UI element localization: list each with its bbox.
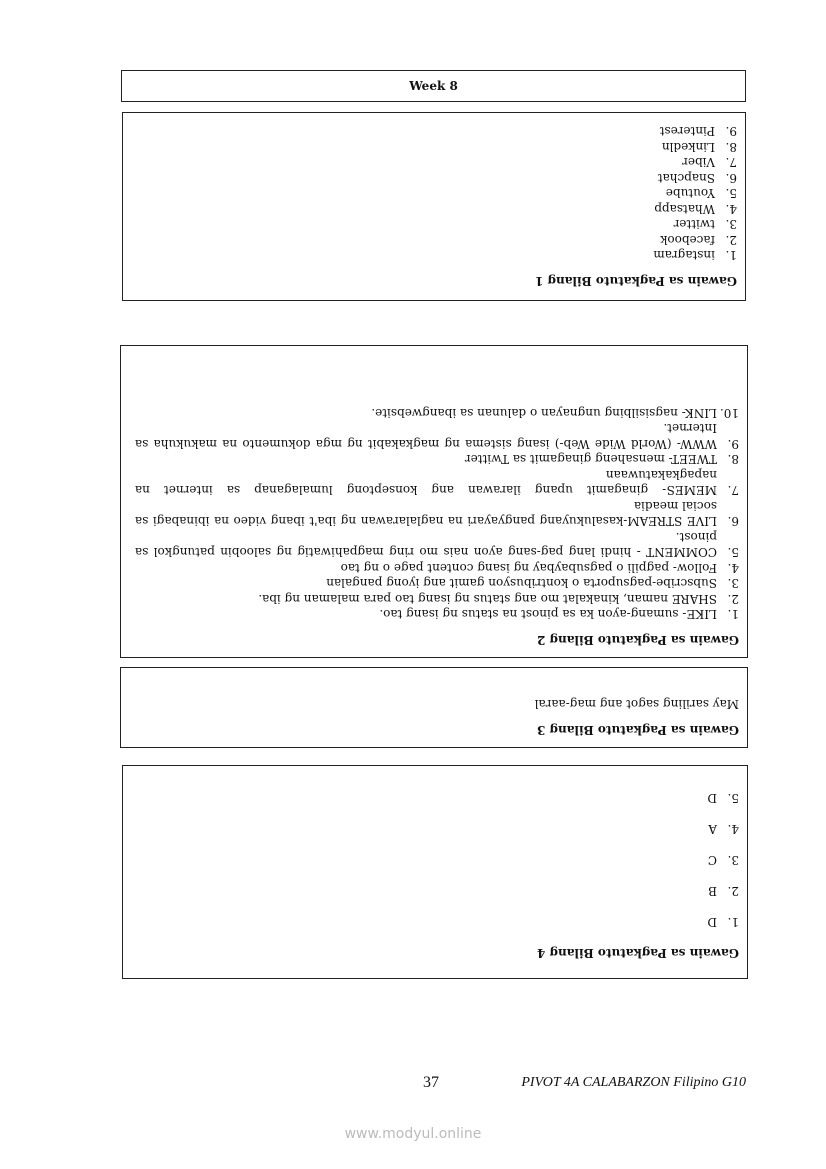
item-number: 6. [725, 171, 737, 185]
item-number: 3. [727, 576, 739, 591]
task4-heading: Gawain sa Pagkatuto Bilang 4 [537, 946, 739, 960]
item-number: 8. [725, 140, 737, 154]
list-item [135, 405, 739, 421]
item-text: B [708, 884, 717, 898]
item-text: Viber [682, 155, 715, 170]
task1-box [122, 112, 746, 301]
item-number: 3. [725, 217, 737, 232]
task2-box [120, 345, 748, 658]
item-text: COMMENT - hindi lang pag-sang ayon nais mo ring magpahiwatig ng saloobin patungkol sa pinost. [135, 530, 717, 560]
list-item [137, 782, 739, 813]
list-item [137, 813, 739, 844]
item-number: 4. [727, 561, 739, 575]
item-number: 9. [725, 124, 737, 139]
list-item [137, 906, 739, 937]
item-text: LIKE- sumang-ayon ka sa pinost na status ng isang tao. [379, 607, 717, 622]
item-number: 7. [725, 155, 737, 170]
task4-box [122, 765, 748, 979]
item-text: Snapchat [657, 171, 715, 185]
item-number: 5. [727, 545, 739, 560]
item-number: 8. [727, 452, 739, 467]
watermark: www.modyul.online [344, 1126, 482, 1142]
item-number: 3. [727, 853, 739, 867]
list-item [135, 498, 739, 529]
task2-list [135, 405, 739, 622]
item-text: facebook [660, 233, 715, 247]
list-item [135, 591, 739, 607]
item-number: 4. [725, 202, 737, 216]
list-item [137, 875, 739, 906]
item-text: WWW- (World Wide Web-) isang sistema ng magkakabit ng mga dokumento na makukuha sa Internet. [135, 421, 717, 451]
item-text: LIVE STREAM-kasalukuyang pangyayari na naglalarawan ng iba't ibang video na ibinabagi sa social meadia [135, 499, 717, 529]
task4-list [137, 782, 739, 937]
item-text: Linkedln [661, 140, 715, 154]
list-item [137, 201, 737, 217]
list-item [135, 467, 739, 498]
item-number: 9. [727, 437, 739, 451]
page-number: 37 [423, 1074, 439, 1091]
item-number: 1. [727, 915, 739, 929]
task2-heading: Gawain sa Pagkatuto Bilang 2 [537, 633, 739, 647]
item-text: D [707, 791, 717, 805]
list-item [137, 170, 737, 186]
item-number: 1. [727, 607, 739, 622]
list-item [135, 606, 739, 622]
task1-list [137, 123, 737, 263]
item-text: Pinterest [659, 124, 715, 139]
item-number: 7. [727, 483, 739, 498]
item-text: instagram [653, 248, 715, 263]
item-text: LINK- nagsisilbing ungnayan o dalunan sa ibangwebsite. [371, 406, 717, 420]
list-item [135, 529, 739, 560]
task3-text: May sariling sagot ang mag-aaral [534, 697, 739, 712]
list-item [137, 123, 737, 139]
list-item [137, 232, 737, 248]
item-text: Youtube [665, 186, 715, 201]
item-number: 1. [725, 248, 737, 263]
item-text: twitter [673, 217, 715, 232]
item-number: 5. [725, 186, 737, 201]
week-header: Week 8 [121, 70, 746, 102]
item-number: 2. [727, 592, 739, 606]
list-item [137, 139, 737, 155]
item-number: 2. [725, 233, 737, 247]
item-number: 10. [719, 406, 739, 420]
task3-box [120, 667, 748, 748]
item-number: 2. [727, 884, 739, 898]
list-item [137, 216, 737, 232]
item-text: MEMES- ginagamit upang ilarawan ang konseptong lumalaganap sa internet na napagkakatuwaan [135, 468, 717, 498]
list-item [135, 575, 739, 591]
item-text: Whatsapp [654, 202, 715, 216]
footer-title: PIVOT 4A CALABARZON Filipino G10 [521, 1075, 746, 1090]
item-text: Follow- pagpili o pagsubaybay ng isang content page o ng tao [340, 561, 717, 575]
list-item [137, 154, 737, 170]
list-item [137, 247, 737, 263]
item-text: A [708, 822, 717, 836]
item-number: 5. [727, 791, 739, 805]
item-text: SHARE naman, kinakalat mo ang status ng isang tao para malaman ng iba. [258, 592, 717, 606]
task3-heading: Gawain sa Pagkatuto Bilang 3 [537, 723, 739, 737]
list-item [135, 420, 739, 451]
list-item [135, 560, 739, 576]
item-text: D [707, 915, 717, 929]
item-number: 4. [727, 822, 739, 836]
item-text: Subscribe-pagsuporta o kontribusyon gamit ang iyong pangalan [326, 576, 717, 591]
list-item [137, 844, 739, 875]
list-item [137, 185, 737, 201]
list-item [135, 451, 739, 467]
item-text: TWEET- mensaheng ginagamit sa Twitter [464, 452, 717, 467]
item-text: C [707, 853, 717, 867]
item-number: 6. [727, 514, 739, 529]
task1-heading: Gawain sa Pagkatuto Bilang 1 [535, 274, 737, 288]
